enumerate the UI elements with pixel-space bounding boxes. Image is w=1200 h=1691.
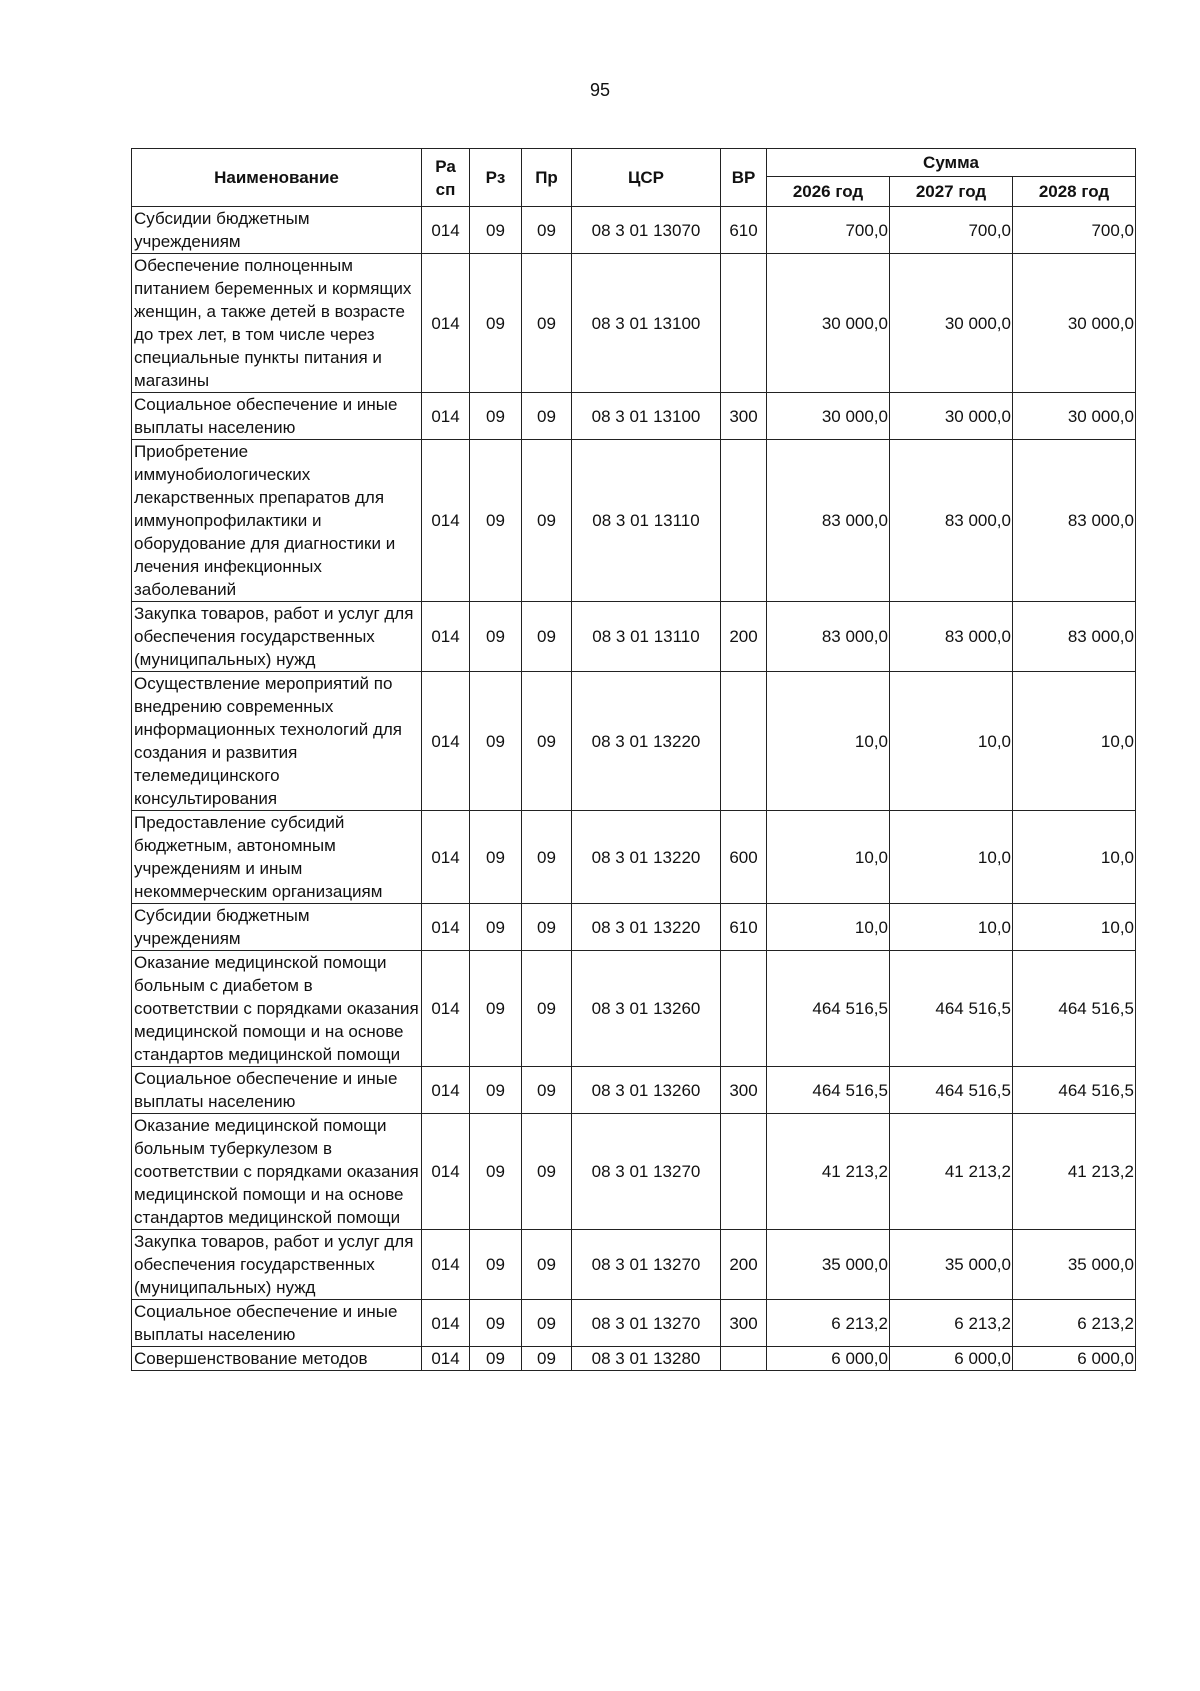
budget-table bbox=[131, 148, 1136, 1371]
header-vr: ВР bbox=[721, 149, 767, 207]
row-rz: 09 bbox=[470, 254, 522, 393]
row-pr: 09 bbox=[522, 1114, 572, 1230]
row-vr: 300 bbox=[721, 1067, 767, 1114]
row-sum-2026: 6 213,2 bbox=[767, 1300, 890, 1347]
table-row bbox=[132, 1230, 1136, 1300]
header-year-2027: 2027 год bbox=[890, 177, 1013, 207]
table-row bbox=[132, 393, 1136, 440]
row-rasp: 014 bbox=[422, 602, 470, 672]
row-csr: 08 3 01 13220 bbox=[572, 672, 721, 811]
row-vr: 610 bbox=[721, 207, 767, 254]
row-sum-2026: 700,0 bbox=[767, 207, 890, 254]
row-name: Приобретение иммунобиологических лекарственных препаратов для иммунопрофилактики и оборудование для диагностики и лечения инфекционных заболеваний bbox=[132, 440, 422, 602]
row-vr bbox=[721, 440, 767, 602]
row-sum-2026: 30 000,0 bbox=[767, 393, 890, 440]
row-sum-2027: 6 213,2 bbox=[890, 1300, 1013, 1347]
row-sum-2026: 83 000,0 bbox=[767, 440, 890, 602]
row-rasp: 014 bbox=[422, 393, 470, 440]
row-sum-2028: 83 000,0 bbox=[1013, 440, 1136, 602]
row-sum-2027: 6 000,0 bbox=[890, 1347, 1013, 1371]
row-csr: 08 3 01 13100 bbox=[572, 254, 721, 393]
row-name: Субсидии бюджетным учреждениям bbox=[132, 904, 422, 951]
row-sum-2027: 30 000,0 bbox=[890, 393, 1013, 440]
table-row bbox=[132, 951, 1136, 1067]
row-csr: 08 3 01 13260 bbox=[572, 1067, 721, 1114]
row-rasp: 014 bbox=[422, 904, 470, 951]
row-rasp: 014 bbox=[422, 440, 470, 602]
row-sum-2026: 10,0 bbox=[767, 672, 890, 811]
row-rz: 09 bbox=[470, 393, 522, 440]
row-sum-2028: 6 000,0 bbox=[1013, 1347, 1136, 1371]
row-name: Закупка товаров, работ и услуг для обеспечения государственных (муниципальных) нужд bbox=[132, 602, 422, 672]
row-csr: 08 3 01 13220 bbox=[572, 904, 721, 951]
row-vr: 300 bbox=[721, 393, 767, 440]
row-vr: 600 bbox=[721, 811, 767, 904]
row-pr: 09 bbox=[522, 672, 572, 811]
row-rasp: 014 bbox=[422, 254, 470, 393]
header-year-2026: 2026 год bbox=[767, 177, 890, 207]
row-sum-2026: 41 213,2 bbox=[767, 1114, 890, 1230]
row-rasp: 014 bbox=[422, 1300, 470, 1347]
row-vr bbox=[721, 951, 767, 1067]
row-pr: 09 bbox=[522, 951, 572, 1067]
row-rz: 09 bbox=[470, 1067, 522, 1114]
row-sum-2026: 6 000,0 bbox=[767, 1347, 890, 1371]
row-csr: 08 3 01 13270 bbox=[572, 1230, 721, 1300]
row-rz: 09 bbox=[470, 1300, 522, 1347]
row-pr: 09 bbox=[522, 1067, 572, 1114]
row-pr: 09 bbox=[522, 393, 572, 440]
row-vr: 200 bbox=[721, 602, 767, 672]
row-name: Оказание медицинской помощи больным с диабетом в соответствии с порядками оказания медицинской помощи и на основе стандартов медицинской помощи bbox=[132, 951, 422, 1067]
row-sum-2026: 35 000,0 bbox=[767, 1230, 890, 1300]
row-sum-2028: 700,0 bbox=[1013, 207, 1136, 254]
row-sum-2028: 83 000,0 bbox=[1013, 602, 1136, 672]
row-csr: 08 3 01 13220 bbox=[572, 811, 721, 904]
row-rasp: 014 bbox=[422, 672, 470, 811]
row-sum-2027: 83 000,0 bbox=[890, 440, 1013, 602]
row-rz: 09 bbox=[470, 904, 522, 951]
row-csr: 08 3 01 13280 bbox=[572, 1347, 721, 1371]
row-sum-2028: 6 213,2 bbox=[1013, 1300, 1136, 1347]
row-sum-2026: 83 000,0 bbox=[767, 602, 890, 672]
row-sum-2027: 464 516,5 bbox=[890, 951, 1013, 1067]
row-rasp: 014 bbox=[422, 1347, 470, 1371]
row-vr bbox=[721, 672, 767, 811]
row-vr bbox=[721, 1114, 767, 1230]
row-sum-2028: 35 000,0 bbox=[1013, 1230, 1136, 1300]
table-row bbox=[132, 440, 1136, 602]
row-rz: 09 bbox=[470, 672, 522, 811]
row-name: Субсидии бюджетным учреждениям bbox=[132, 207, 422, 254]
row-vr: 610 bbox=[721, 904, 767, 951]
row-pr: 09 bbox=[522, 904, 572, 951]
header-rz: Рз bbox=[470, 149, 522, 207]
row-rz: 09 bbox=[470, 811, 522, 904]
row-pr: 09 bbox=[522, 254, 572, 393]
row-pr: 09 bbox=[522, 1347, 572, 1371]
row-rz: 09 bbox=[470, 1347, 522, 1371]
row-sum-2028: 41 213,2 bbox=[1013, 1114, 1136, 1230]
row-sum-2027: 83 000,0 bbox=[890, 602, 1013, 672]
row-name: Социальное обеспечение и иные выплаты населению bbox=[132, 1067, 422, 1114]
row-csr: 08 3 01 13110 bbox=[572, 440, 721, 602]
row-csr: 08 3 01 13100 bbox=[572, 393, 721, 440]
row-name: Осуществление мероприятий по внедрению современных информационных технологий для создания и развития телемедицинского консультирования bbox=[132, 672, 422, 811]
row-name: Закупка товаров, работ и услуг для обеспечения государственных (муниципальных) нужд bbox=[132, 1230, 422, 1300]
row-pr: 09 bbox=[522, 1300, 572, 1347]
header-name: Наименование bbox=[132, 149, 422, 207]
row-name: Предоставление субсидий бюджетным, автономным учреждениям и иным некоммерческим организациям bbox=[132, 811, 422, 904]
row-pr: 09 bbox=[522, 811, 572, 904]
row-vr bbox=[721, 254, 767, 393]
row-sum-2028: 10,0 bbox=[1013, 672, 1136, 811]
row-rz: 09 bbox=[470, 951, 522, 1067]
table-row bbox=[132, 904, 1136, 951]
row-vr: 200 bbox=[721, 1230, 767, 1300]
table-row bbox=[132, 1347, 1136, 1371]
row-pr: 09 bbox=[522, 440, 572, 602]
row-rz: 09 bbox=[470, 207, 522, 254]
row-sum-2026: 464 516,5 bbox=[767, 951, 890, 1067]
row-sum-2027: 10,0 bbox=[890, 811, 1013, 904]
row-rasp: 014 bbox=[422, 207, 470, 254]
row-rasp: 014 bbox=[422, 1067, 470, 1114]
row-vr bbox=[721, 1347, 767, 1371]
row-name: Оказание медицинской помощи больным туберкулезом в соответствии с порядками оказания медицинской помощи и на основе стандартов медицинской помощи bbox=[132, 1114, 422, 1230]
row-csr: 08 3 01 13270 bbox=[572, 1300, 721, 1347]
row-sum-2028: 464 516,5 bbox=[1013, 951, 1136, 1067]
row-sum-2026: 10,0 bbox=[767, 904, 890, 951]
table-row bbox=[132, 1114, 1136, 1230]
row-rasp: 014 bbox=[422, 811, 470, 904]
table-row bbox=[132, 1300, 1136, 1347]
row-pr: 09 bbox=[522, 602, 572, 672]
row-sum-2028: 30 000,0 bbox=[1013, 393, 1136, 440]
row-rasp: 014 bbox=[422, 1230, 470, 1300]
row-sum-2028: 464 516,5 bbox=[1013, 1067, 1136, 1114]
header-pr: Пр bbox=[522, 149, 572, 207]
table-row bbox=[132, 207, 1136, 254]
row-sum-2027: 30 000,0 bbox=[890, 254, 1013, 393]
header-year-2028: 2028 год bbox=[1013, 177, 1136, 207]
row-sum-2028: 30 000,0 bbox=[1013, 254, 1136, 393]
row-sum-2028: 10,0 bbox=[1013, 904, 1136, 951]
table-row bbox=[132, 811, 1136, 904]
row-sum-2027: 700,0 bbox=[890, 207, 1013, 254]
row-rz: 09 bbox=[470, 1230, 522, 1300]
row-vr: 300 bbox=[721, 1300, 767, 1347]
row-sum-2026: 10,0 bbox=[767, 811, 890, 904]
table-row bbox=[132, 672, 1136, 811]
row-csr: 08 3 01 13260 bbox=[572, 951, 721, 1067]
row-csr: 08 3 01 13070 bbox=[572, 207, 721, 254]
table-row bbox=[132, 254, 1136, 393]
row-csr: 08 3 01 13110 bbox=[572, 602, 721, 672]
row-rz: 09 bbox=[470, 602, 522, 672]
row-sum-2027: 41 213,2 bbox=[890, 1114, 1013, 1230]
row-sum-2027: 464 516,5 bbox=[890, 1067, 1013, 1114]
row-name: Социальное обеспечение и иные выплаты населению bbox=[132, 393, 422, 440]
header-summa: Сумма bbox=[767, 149, 1136, 177]
row-rz: 09 bbox=[470, 1114, 522, 1230]
row-sum-2028: 10,0 bbox=[1013, 811, 1136, 904]
header-rasp: Ра сп bbox=[422, 149, 470, 207]
row-pr: 09 bbox=[522, 1230, 572, 1300]
row-name: Совершенствование методов bbox=[132, 1347, 422, 1371]
page-number: 95 bbox=[589, 80, 611, 100]
row-sum-2027: 10,0 bbox=[890, 904, 1013, 951]
row-pr: 09 bbox=[522, 207, 572, 254]
row-rz: 09 bbox=[470, 440, 522, 602]
row-sum-2026: 464 516,5 bbox=[767, 1067, 890, 1114]
row-sum-2026: 30 000,0 bbox=[767, 254, 890, 393]
table-row bbox=[132, 602, 1136, 672]
row-name: Социальное обеспечение и иные выплаты населению bbox=[132, 1300, 422, 1347]
table-row bbox=[132, 1067, 1136, 1114]
row-rasp: 014 bbox=[422, 1114, 470, 1230]
row-name: Обеспечение полноценным питанием беременных и кормящих женщин, а также детей в возрасте до трех лет, в том числе через специальные пункты питания и магазины bbox=[132, 254, 422, 393]
header-csr: ЦСР bbox=[572, 149, 721, 207]
row-rasp: 014 bbox=[422, 951, 470, 1067]
row-csr: 08 3 01 13270 bbox=[572, 1114, 721, 1230]
row-sum-2027: 10,0 bbox=[890, 672, 1013, 811]
row-sum-2027: 35 000,0 bbox=[890, 1230, 1013, 1300]
